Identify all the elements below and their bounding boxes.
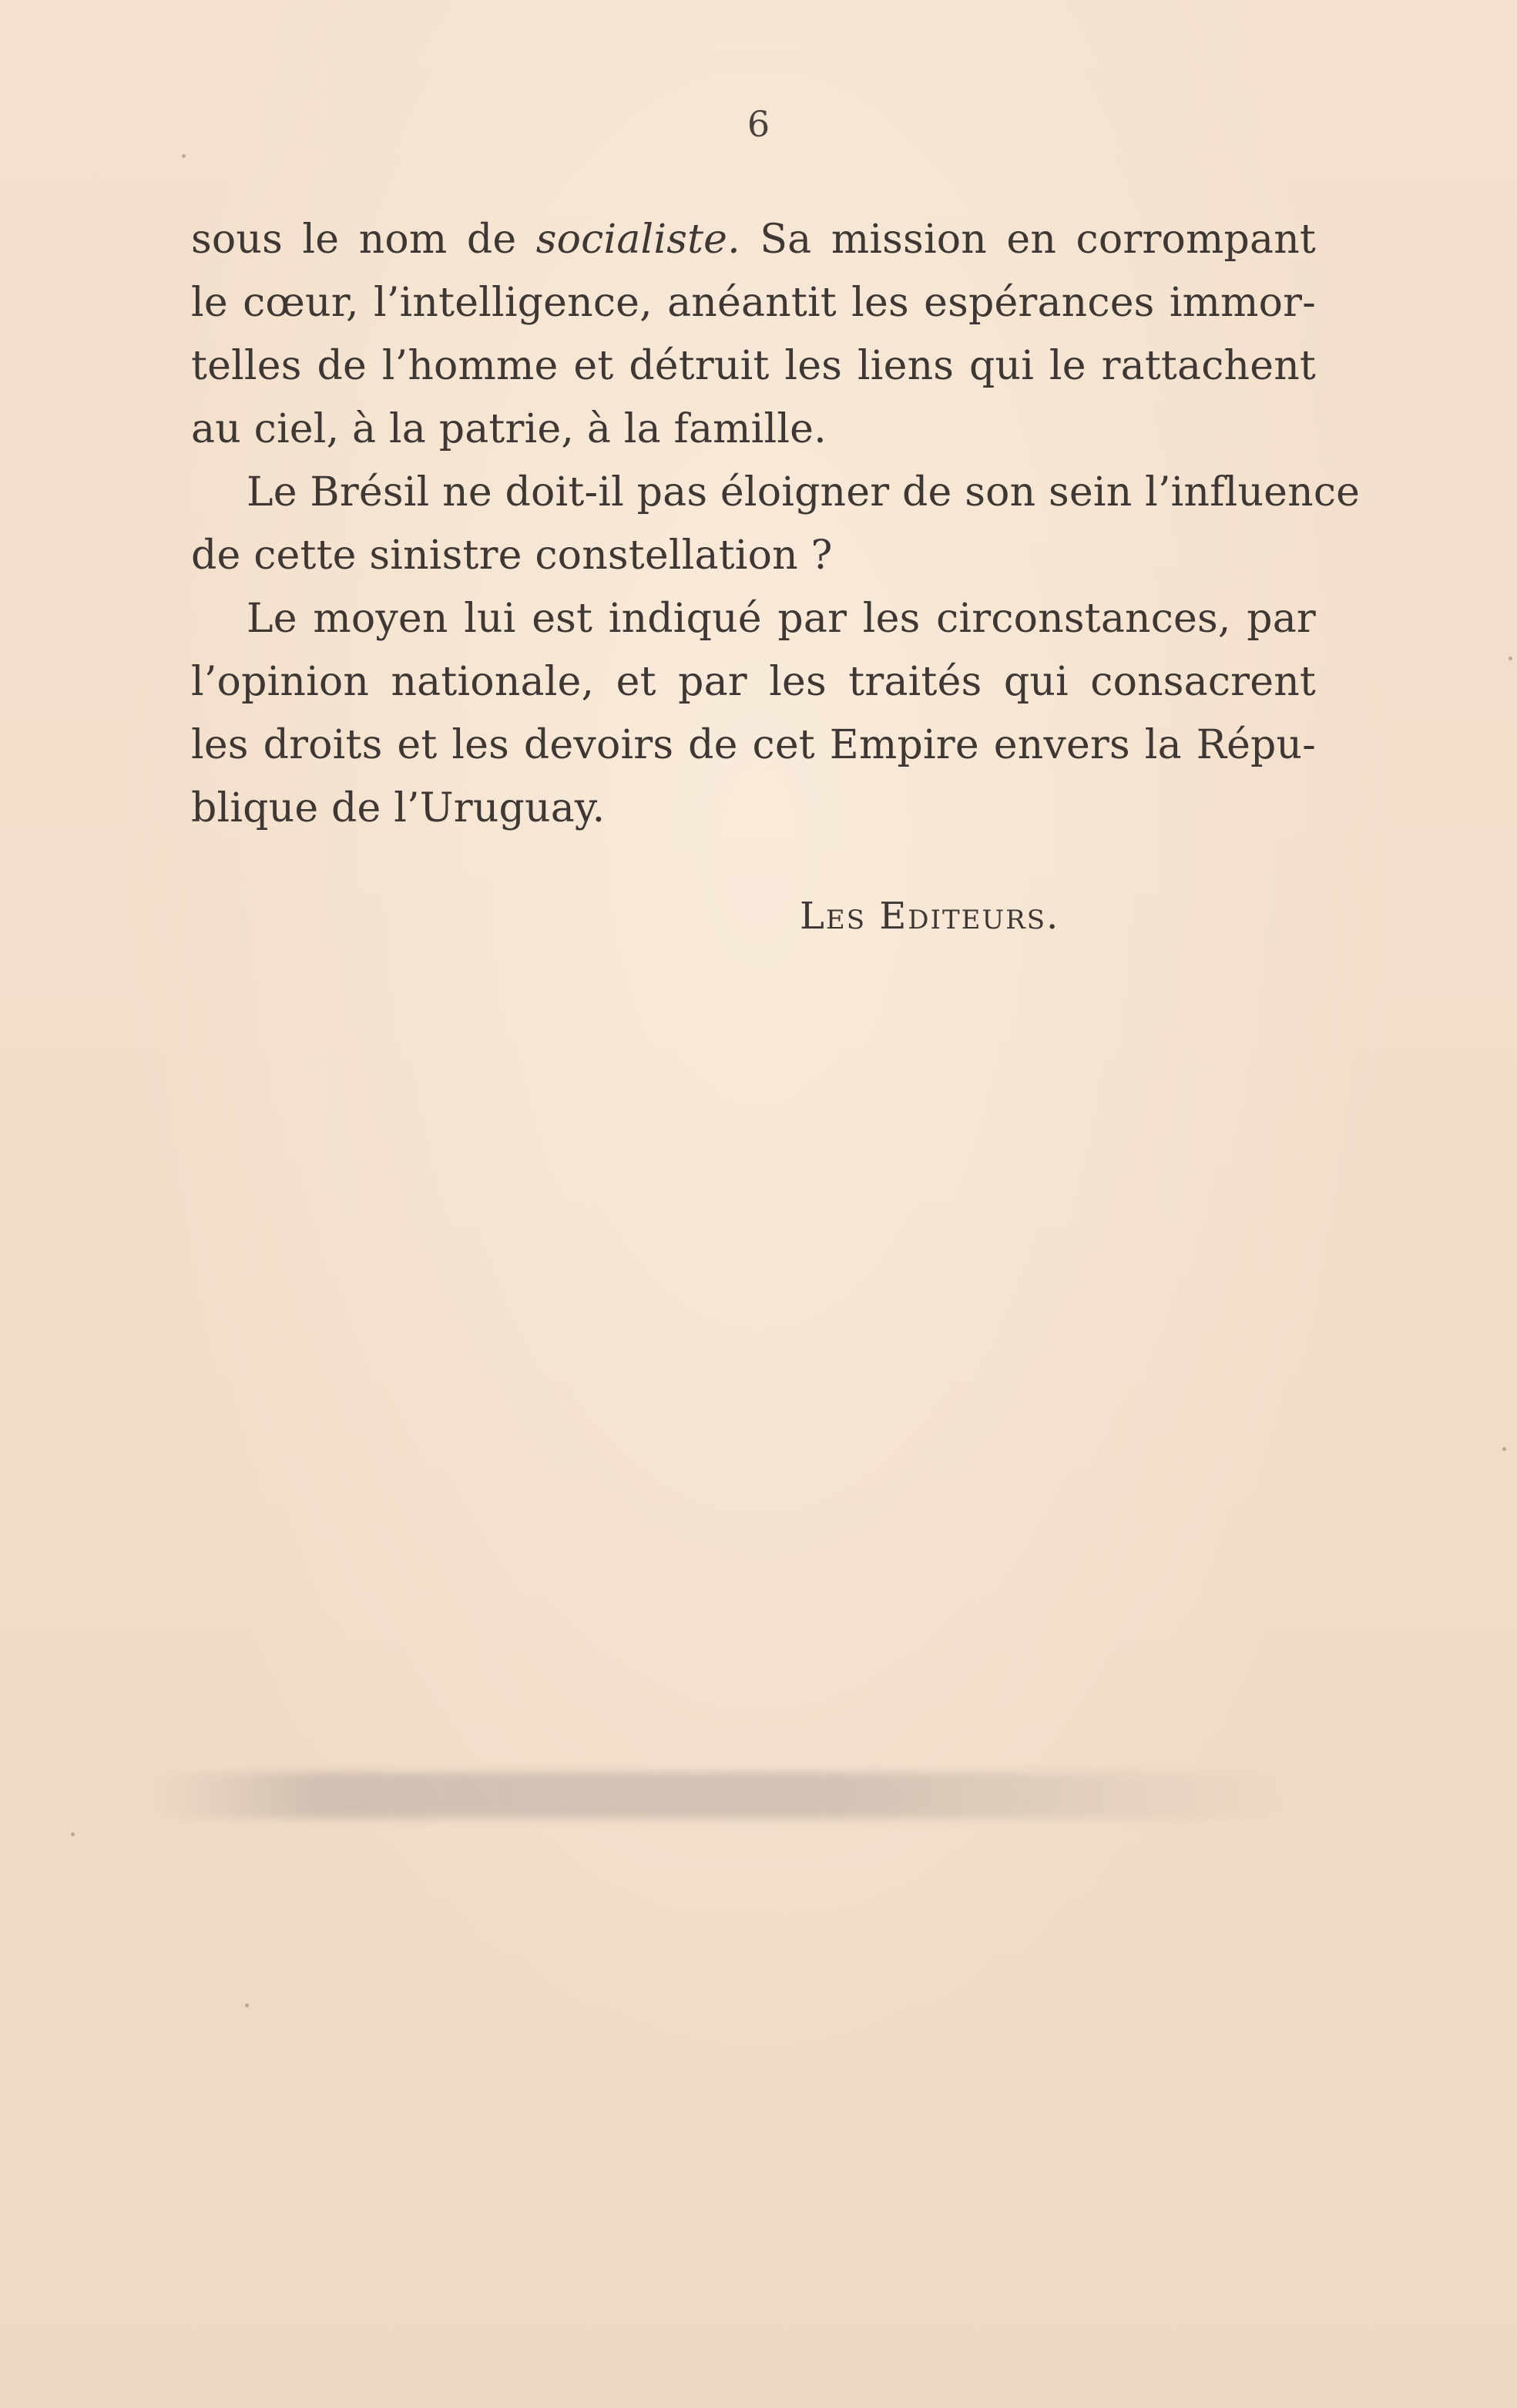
paragraph-3-line-1: Le moyen lui est indiqué par les circonstances, par	[247, 596, 1316, 642]
body-text	[191, 208, 1361, 840]
ink-show-through	[146, 1772, 1302, 1819]
text-fragment: Sa mission en corrompant	[740, 217, 1316, 263]
italic-word: socialiste.	[535, 217, 740, 263]
paragraph-1-line-4: au ciel, à la patrie, à la famille.	[191, 406, 827, 452]
paper-fleck	[1509, 657, 1512, 660]
paper-fleck	[71, 1832, 75, 1836]
paper-fleck	[245, 2003, 249, 2007]
paper-fleck	[1502, 1447, 1506, 1451]
paragraph-3-line-2: l’opinion nationale, et par les traités qui consacrent	[191, 659, 1316, 705]
paragraph-1-line-2: le cœur, l’intelligence, anéantit les espérances immor-	[191, 280, 1316, 326]
paragraph-2-line-2: de cette sinistre constellation ?	[191, 532, 833, 579]
paragraph-1-line-1	[191, 208, 1316, 271]
page-number: 6	[747, 103, 770, 145]
signature: Les Editeurs.	[800, 895, 1060, 938]
paragraph-2-line-1: Le Brésil ne doit-il pas éloigner de son sein l’influence	[247, 469, 1361, 516]
paragraph-3-line-4: blique de l’Uruguay.	[191, 785, 606, 831]
paragraph-1-line-3: telles de l’homme et détruit les liens qui le rattachent	[191, 343, 1316, 389]
paragraph-3-line-3: les droits et les devoirs de cet Empire envers la Répu-	[191, 722, 1316, 768]
text-fragment: sous le nom de	[191, 217, 536, 263]
paper-fleck	[182, 154, 186, 158]
